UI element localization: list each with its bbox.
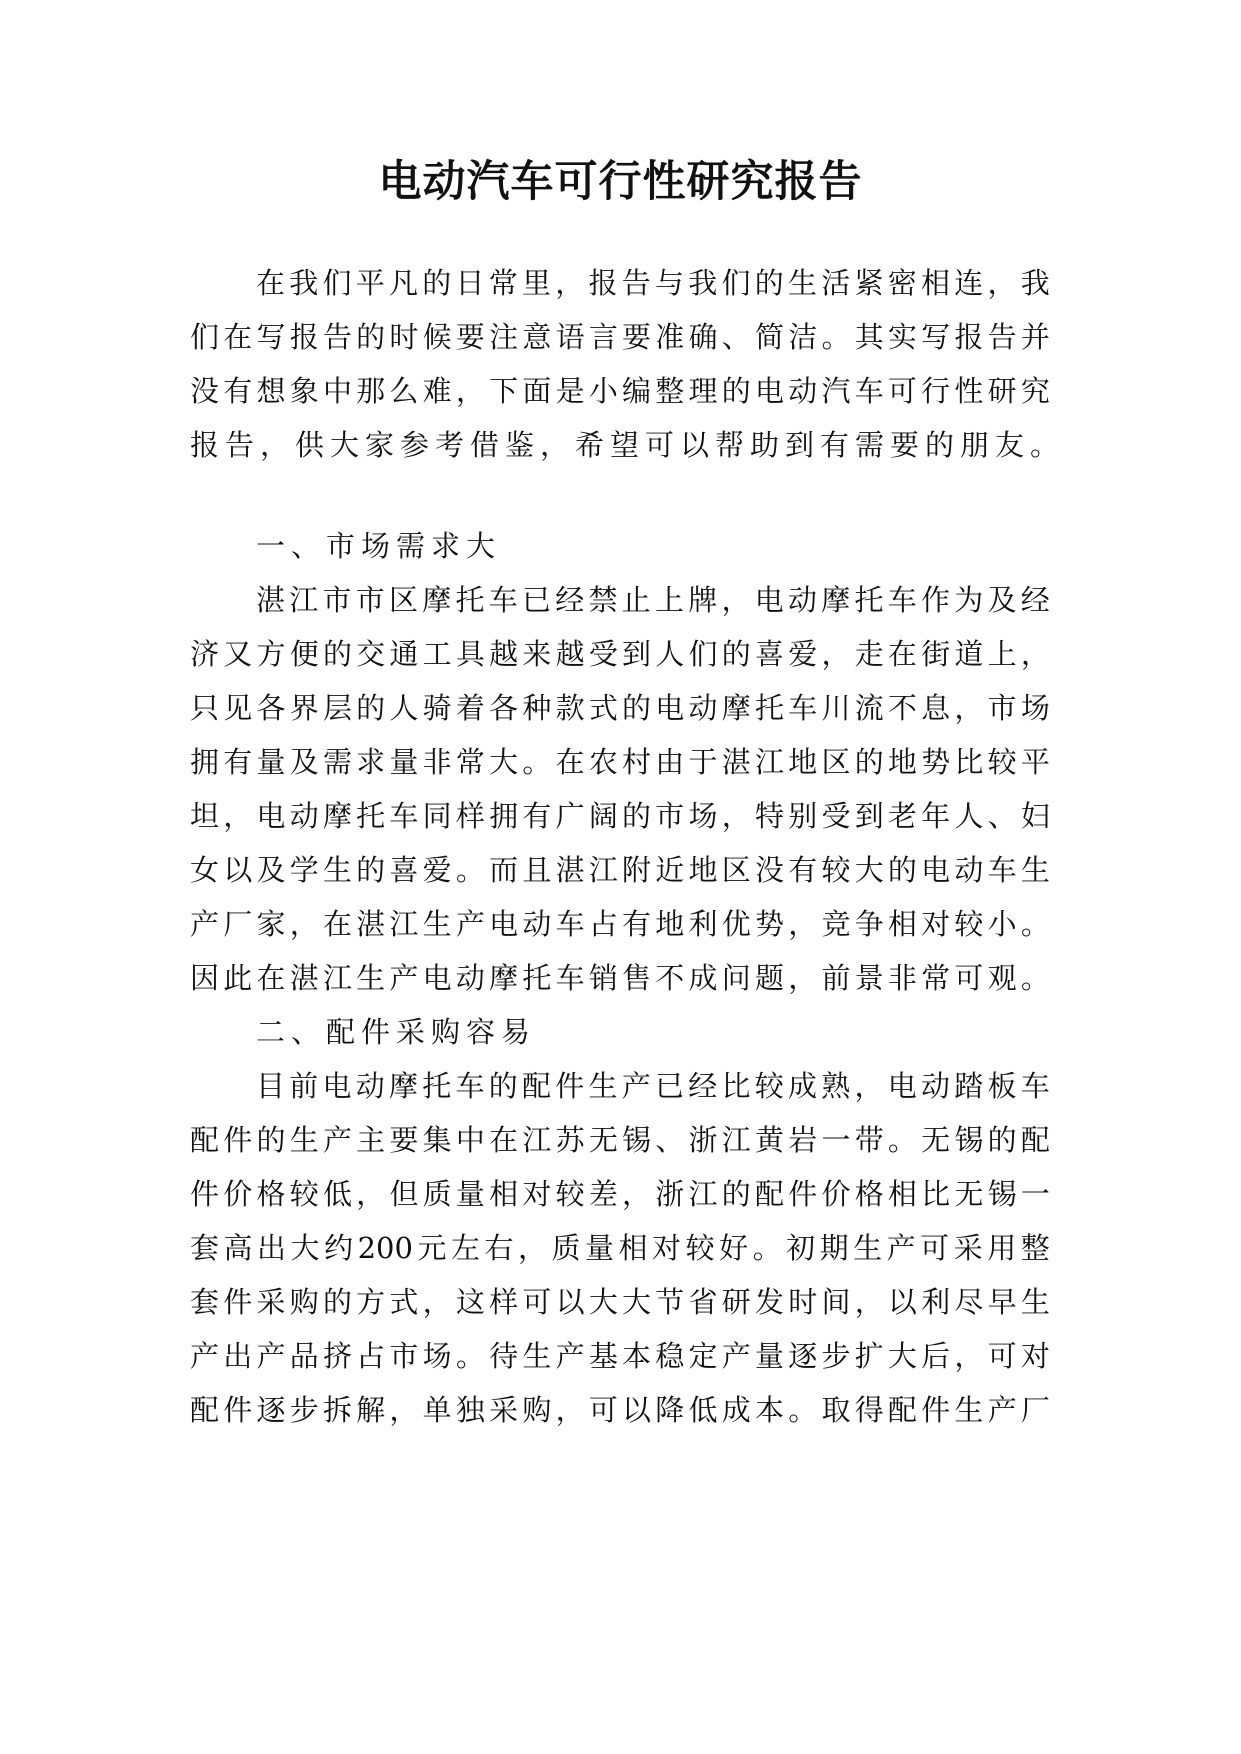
paragraph-line: 只 见 各 界 层 的 人 骑 着 各 种 款 式 的 电 动 摩 托 车 川 流 不 息 ， 市 场 — [190, 691, 1050, 725]
paragraph-line: 因 此 在 湛 江 生 产 电 动 摩 托 车 销 售 不 成 问 题 ， 前 景 非 常 可 观 。 — [190, 961, 1050, 995]
paragraph-line: 济 又 方 便 的 交 通 工 具 越 来 越 受 到 人 们 的 喜 爱 ， 走 在 街 道 上 ， — [190, 637, 1050, 671]
paragraph-line: 们 在 写 报 告 的 时 候 要 注 意 语 言 要 准 确 、 简 洁 。 其 实 写 报 告 并 — [190, 320, 1050, 354]
section-heading: 二、配件采购容易 — [256, 1015, 537, 1049]
paragraph-line: 产 出 产 品 挤 占 市 场 。 待 生 产 基 本 稳 定 产 量 逐 步 扩 大 后 ， 可 对 — [190, 1339, 1050, 1373]
paragraph-line: 坦 ， 电 动 摩 托 车 同 样 拥 有 广 阔 的 市 场 ， 特 别 受 到 老 年 人 、 妇 — [190, 799, 1050, 833]
paragraph-line: 件 价 格 较 低 ， 但 质 量 相 对 较 差 ， 浙 江 的 配 件 价 格 相 比 无 锡 一 — [190, 1177, 1050, 1211]
paragraph-line: 配 件 的 生 产 主 要 集 中 在 江 苏 无 锡 、 浙 江 黄 岩 一 带 。 无 锡 的 配 — [190, 1123, 1050, 1157]
paragraph-line: 配 件 逐 步 拆 解 ， 单 独 采 购 ， 可 以 降 低 成 本 。 取 得 配 件 生 产 厂 — [190, 1393, 1050, 1427]
paragraph-line: 套 件 采 购 的 方 式 ， 这 样 可 以 大 大 节 省 研 发 时 间 ， 以 利 尽 早 生 — [190, 1285, 1050, 1319]
paragraph-line: 产 厂 家 ， 在 湛 江 生 产 电 动 车 占 有 地 利 优 势 ， 竞 争 相 对 较 小 。 — [190, 907, 1050, 941]
document-title: 电动汽车可行性研究报告 — [378, 157, 863, 207]
paragraph-line: 套 高 出 大 约 200 元 左 右 ， 质 量 相 对 较 好 。 初 期 生 产 可 采 用 整 — [190, 1231, 1050, 1265]
section-heading: 一、市场需求大 — [256, 529, 502, 563]
paragraph-line: 没 有 想 象 中 那 么 难 ， 下 面 是 小 编 整 理 的 电 动 汽 车 可 行 性 研 究 — [190, 374, 1050, 408]
paragraph-line: 湛 江 市 市 区 摩 托 车 已 经 禁 止 上 牌 ， 电 动 摩 托 车 作 为 及 经 — [256, 583, 1050, 617]
paragraph-line: 报告，供大家参考借鉴，希望可以帮助到有需要的朋友。 — [190, 428, 1066, 462]
paragraph-line: 女 以 及 学 生 的 喜 爱 。 而 且 湛 江 附 近 地 区 没 有 较 大 的 电 动 车 生 — [190, 853, 1050, 887]
paragraph-line: 在 我 们 平 凡 的 日 常 里 ， 报 告 与 我 们 的 生 活 紧 密 相 连 ， 我 — [256, 266, 1050, 300]
paragraph-line: 目 前 电 动 摩 托 车 的 配 件 生 产 已 经 比 较 成 熟 ， 电 动 踏 板 车 — [256, 1069, 1050, 1103]
paragraph-line: 拥 有 量 及 需 求 量 非 常 大 。 在 农 村 由 于 湛 江 地 区 的 地 势 比 较 平 — [190, 745, 1050, 779]
